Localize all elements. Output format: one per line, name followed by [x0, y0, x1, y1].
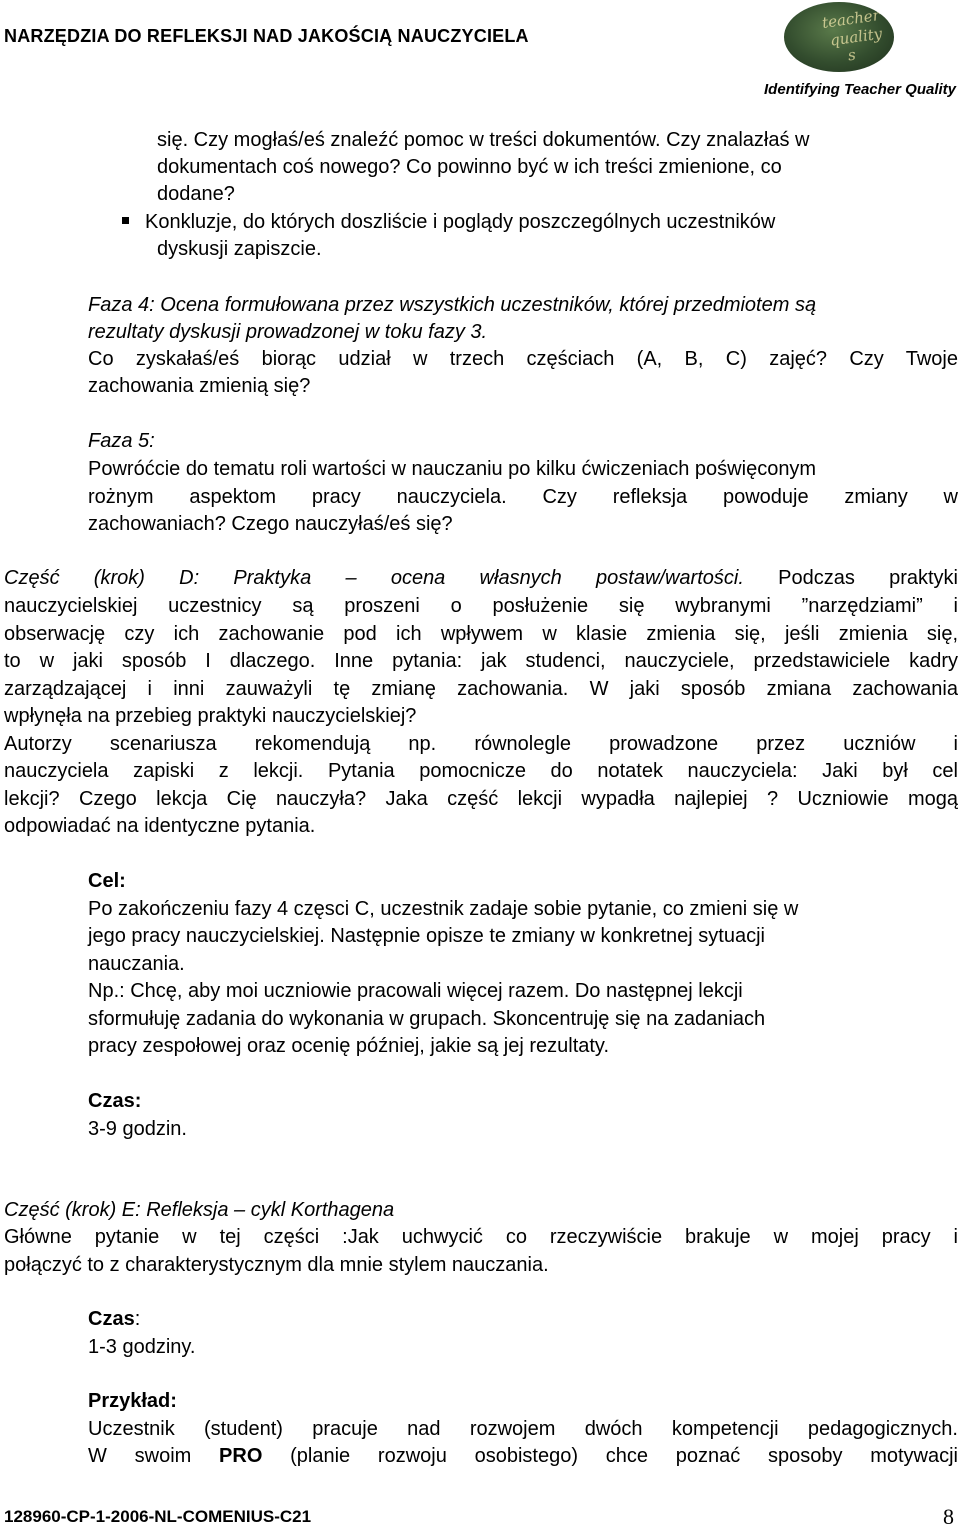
partD-line-3: obserwację czy ich zachowanie pod ich wpływem w klasie zmienia się, jeśli zmienia się,: [4, 623, 958, 645]
partE-heading: Część (krok) E: Refleksja – cykl Korthagena: [4, 1199, 395, 1221]
teacher-quality-logo: [784, 2, 894, 72]
faza4-line-3: Co zyskałaś/eś biorąc udział w trzech częściach (A, B, C) zajęć? Czy Twoje: [88, 348, 958, 370]
pro-abbreviation: PRO: [219, 1445, 263, 1467]
partD-line-5: zarządzającej i inni zauważyli tę zmianę zachowania. W jaki sposób zmiana zachowania: [4, 678, 958, 700]
faza5-heading: Faza 5:: [88, 430, 155, 452]
logo-text-1: teacher: [820, 6, 881, 32]
logo-text-3: s: [846, 45, 857, 65]
partD-line-9: lekcji? Czego lekcja Cię nauczyła? Jaka część lekcji wypadła najlepiej ? Uczniowie mogą: [4, 788, 958, 810]
footer-code: 128960-CP-1-2006-NL-COMENIUS-C21: [4, 1507, 312, 1526]
partD-line-6: wpłynęła na przebieg praktyki nauczycielskiej?: [4, 705, 417, 727]
przyklad-line-2c: (planie rozwoju osobistego) chce poznać sposoby motywacji: [262, 1445, 958, 1467]
przyklad-line-1: Uczestnik (student) pracuje nad rozwojem dwóch kompetencji pedagogicznych.: [88, 1418, 958, 1440]
faza4-line-2: rezultaty dyskusji prowadzonej w toku fazy 3.: [88, 321, 488, 343]
bullet-item: [122, 209, 775, 237]
cel-line-1: Po zakończeniu fazy 4 częsci C, uczestnik zadaje sobie pytanie, co zmieni się w: [88, 898, 799, 920]
przyklad-heading: Przykład:: [88, 1390, 177, 1412]
faza5-line-2: rożnym aspektom pracy nauczyciela. Czy refleksja powoduje zmiany w: [88, 486, 958, 508]
page-number: 8: [943, 1504, 954, 1529]
header-title: NARZĘDZIA DO REFLEKSJI NAD JAKOŚCIĄ NAUCZYCIELA: [4, 26, 529, 46]
intro-line-2: dokumentach coś nowego? Co powinno być w ich treści zmienione, co: [157, 156, 782, 178]
czas2-heading: [88, 1306, 958, 1334]
bullet-text: Konkluzje, do których doszliście i poglądy poszczególnych uczestników: [145, 211, 776, 233]
przyklad-line-2: [88, 1443, 958, 1471]
partE-line-1: Główne pytanie w tej części :Jak uchwycić co rzeczywiście brakuje w mojej pracy i: [4, 1226, 958, 1248]
czas1-heading: Czas:: [88, 1090, 142, 1112]
partD-line-8: nauczyciela zapiski z lekcji. Pytania pomocnicze do notatek nauczyciela: Jaki był cel: [4, 760, 958, 782]
cel-line-2: jego pracy nauczycielskiej. Następnie opisze te zmiany w konkretnej sytuacji: [88, 925, 765, 947]
czas2-colon: :: [134, 1308, 141, 1330]
czas2-value: 1-3 godziny.: [88, 1336, 196, 1358]
header-subtitle: Identifying Teacher Quality: [764, 81, 956, 98]
partD-line-10: odpowiadać na identyczne pytania.: [4, 815, 316, 837]
czas2-heading-text: Czas: [88, 1308, 135, 1330]
partD-line-7: Autorzy scenariusza rekomendują np. równolegle prowadzone przez uczniów i: [4, 733, 958, 755]
cel-line-4: Np.: Chcę, aby moi uczniowie pracowali więcej razem. Do następnej lekcji: [88, 980, 743, 1002]
czas1-value: 3-9 godzin.: [88, 1118, 187, 1140]
partD-line-2: nauczycielskiej uczestnicy są proszeni o posłużenie się wybranymi ”narzędziami” i: [4, 595, 958, 617]
faza4-line-4: zachowania zmienią się?: [88, 375, 311, 397]
cel-line-5: sformułuję zadania do wykonania w grupach. Skoncentruję się na zadaniach: [88, 1008, 766, 1030]
partD-line-1-rest: Podczas praktyki: [743, 567, 958, 589]
cel-heading: Cel:: [88, 870, 126, 892]
cel-line-3: nauczania.: [88, 953, 185, 975]
faza5-line-1: Powróćcie do tematu roli wartości w nauczaniu po kilku ćwiczeniach poświęconym: [88, 458, 817, 480]
faza4-line-1: Faza 4: Ocena formułowana przez wszystkich uczestników, której przedmiotem są: [88, 294, 817, 316]
partD-line-1: [4, 565, 958, 593]
bullet-square-icon: [122, 217, 129, 224]
cel-line-6: pracy zespołowej oraz ocenię później, jakie są jej rezultaty.: [88, 1035, 610, 1057]
partD-heading: Część (krok) D: Praktyka – ocena własnych postaw/wartości.: [4, 567, 744, 589]
intro-line-3: dodane?: [157, 183, 235, 205]
intro-line-1: się. Czy mogłaś/eś znaleźć pomoc w treści dokumentów. Czy znalazłaś w: [157, 129, 810, 151]
faza5-line-3: zachowaniach? Czego nauczyłaś/eś się?: [88, 513, 453, 535]
partD-line-4: to w jaki sposób I dlaczego. Inne pytania: jak studenci, nauczyciele, przedstawiciele kadry: [4, 650, 958, 672]
logo-text-2: quality: [828, 24, 884, 50]
partE-line-2: połączyć to z charakterystycznym dla mnie stylem nauczania.: [4, 1254, 549, 1276]
bullet-text-cont: dyskusji zapiszcie.: [157, 238, 322, 260]
przyklad-line-2a: W swoim: [88, 1445, 220, 1467]
